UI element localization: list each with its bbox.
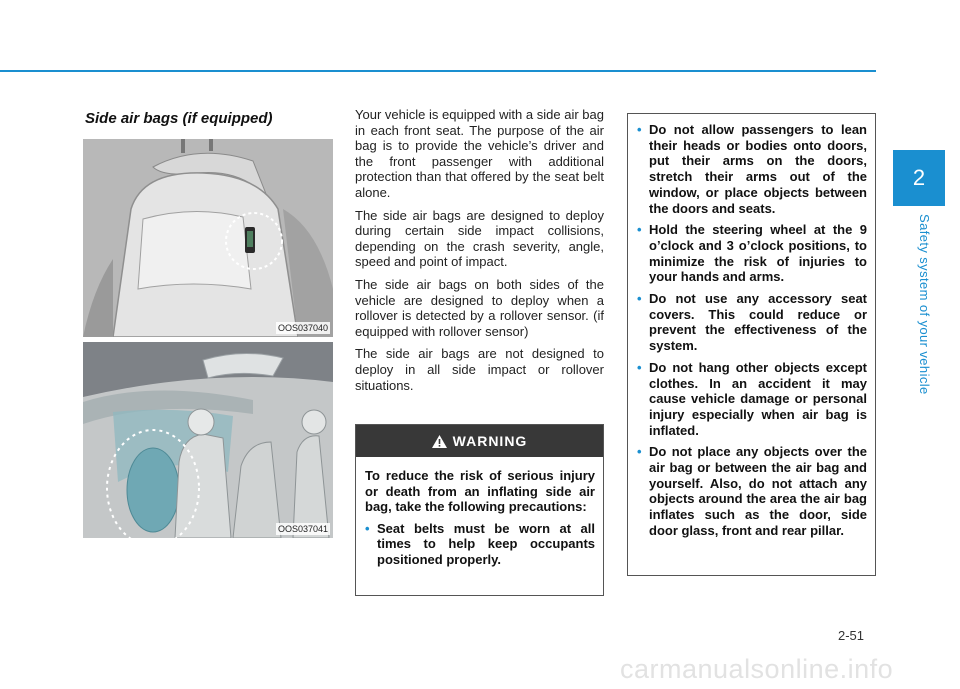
warning-header [356, 425, 603, 457]
precaution-bullet [637, 444, 867, 538]
warning-body [356, 457, 603, 567]
bullet-text: Do not hang other objects except clothes. In an accident it may cause vehicle damage or personal injury especially when air bag is inflated. [649, 359, 867, 438]
body-text [355, 107, 604, 400]
bullet-icon: • [637, 122, 642, 137]
bullet-icon: • [637, 444, 642, 460]
chapter-number: 2 [912, 165, 926, 190]
watermark: carmanualsonline.info [620, 654, 894, 684]
precaution-bullet [637, 360, 867, 439]
chapter-tab[interactable] [893, 150, 945, 206]
bullet-text: Do not place any objects over the air bag or between the air bag and yourself. Also, do not attach any objects around the area the air bag inflates such as the door, side door glass, front and rear pillar. [649, 444, 867, 538]
bullet-icon: • [637, 291, 642, 307]
body-paragraph: The side air bags are designed to deploy during certain side impact collisions, depending on the crash severity, angle, speed and point of impact. [355, 207, 604, 270]
precaution-bullet [637, 291, 867, 354]
warning-triangle-icon [432, 435, 447, 448]
seat-airbag-figure [83, 139, 333, 337]
page-number: 2-51 [838, 628, 865, 643]
figure-code: OOS037040 [277, 323, 328, 333]
seat-illustration [83, 139, 333, 337]
warning-box [355, 424, 604, 596]
precaution-bullet [637, 222, 867, 285]
chapter-title: Safety system of your vehicle [917, 214, 932, 395]
bullet-icon: • [365, 520, 370, 536]
body-paragraph: The side air bags are not designed to deploy in all side impact or rollover situations. [355, 346, 604, 393]
bullet-text: Do not allow passengers to lean their heads or bodies onto doors, put their arms on the doors, stretch their arms out of the window, or place objects between the doors and seats. [649, 122, 867, 216]
warning-heading: WARNING [452, 433, 528, 449]
bullet-icon: • [637, 359, 642, 375]
header-rule [0, 70, 876, 72]
warning-bullet [365, 521, 595, 568]
deployed-airbag-figure [83, 342, 333, 538]
bullet-text: Seat belts must be worn at all times to help keep occupants positioned properly. [377, 520, 595, 567]
body-paragraph: Your vehicle is equipped with a side air bag in each front seat. The purpose of the air bag is to provide the vehicle’s driver and the front passenger with additional protection than that offered by the seat belt alone. [355, 107, 604, 200]
warning-intro: To reduce the risk of serious injury or death from an inflating side air bag, take the following precautions: [365, 468, 595, 514]
section-title: Side air bags (if equipped) [85, 110, 273, 127]
precaution-bullet [637, 122, 867, 216]
bullet-text: Do not use any accessory seat covers. This could reduce or prevent the effectiveness of the system. [649, 291, 867, 354]
precautions-box [627, 113, 876, 576]
bullet-icon: • [637, 222, 642, 238]
cabin-illustration [83, 342, 333, 538]
figure-code: OOS037041 [277, 524, 328, 534]
body-paragraph: The side air bags on both sides of the vehicle are designed to deploy when a rollover is detected by a rollover sensor. (if equipped with rollover sensor) [355, 276, 604, 339]
bullet-text: Hold the steering wheel at the 9 o’clock and 3 o’clock positions, to minimize the risk of injuries to your hands and arms. [649, 222, 867, 285]
